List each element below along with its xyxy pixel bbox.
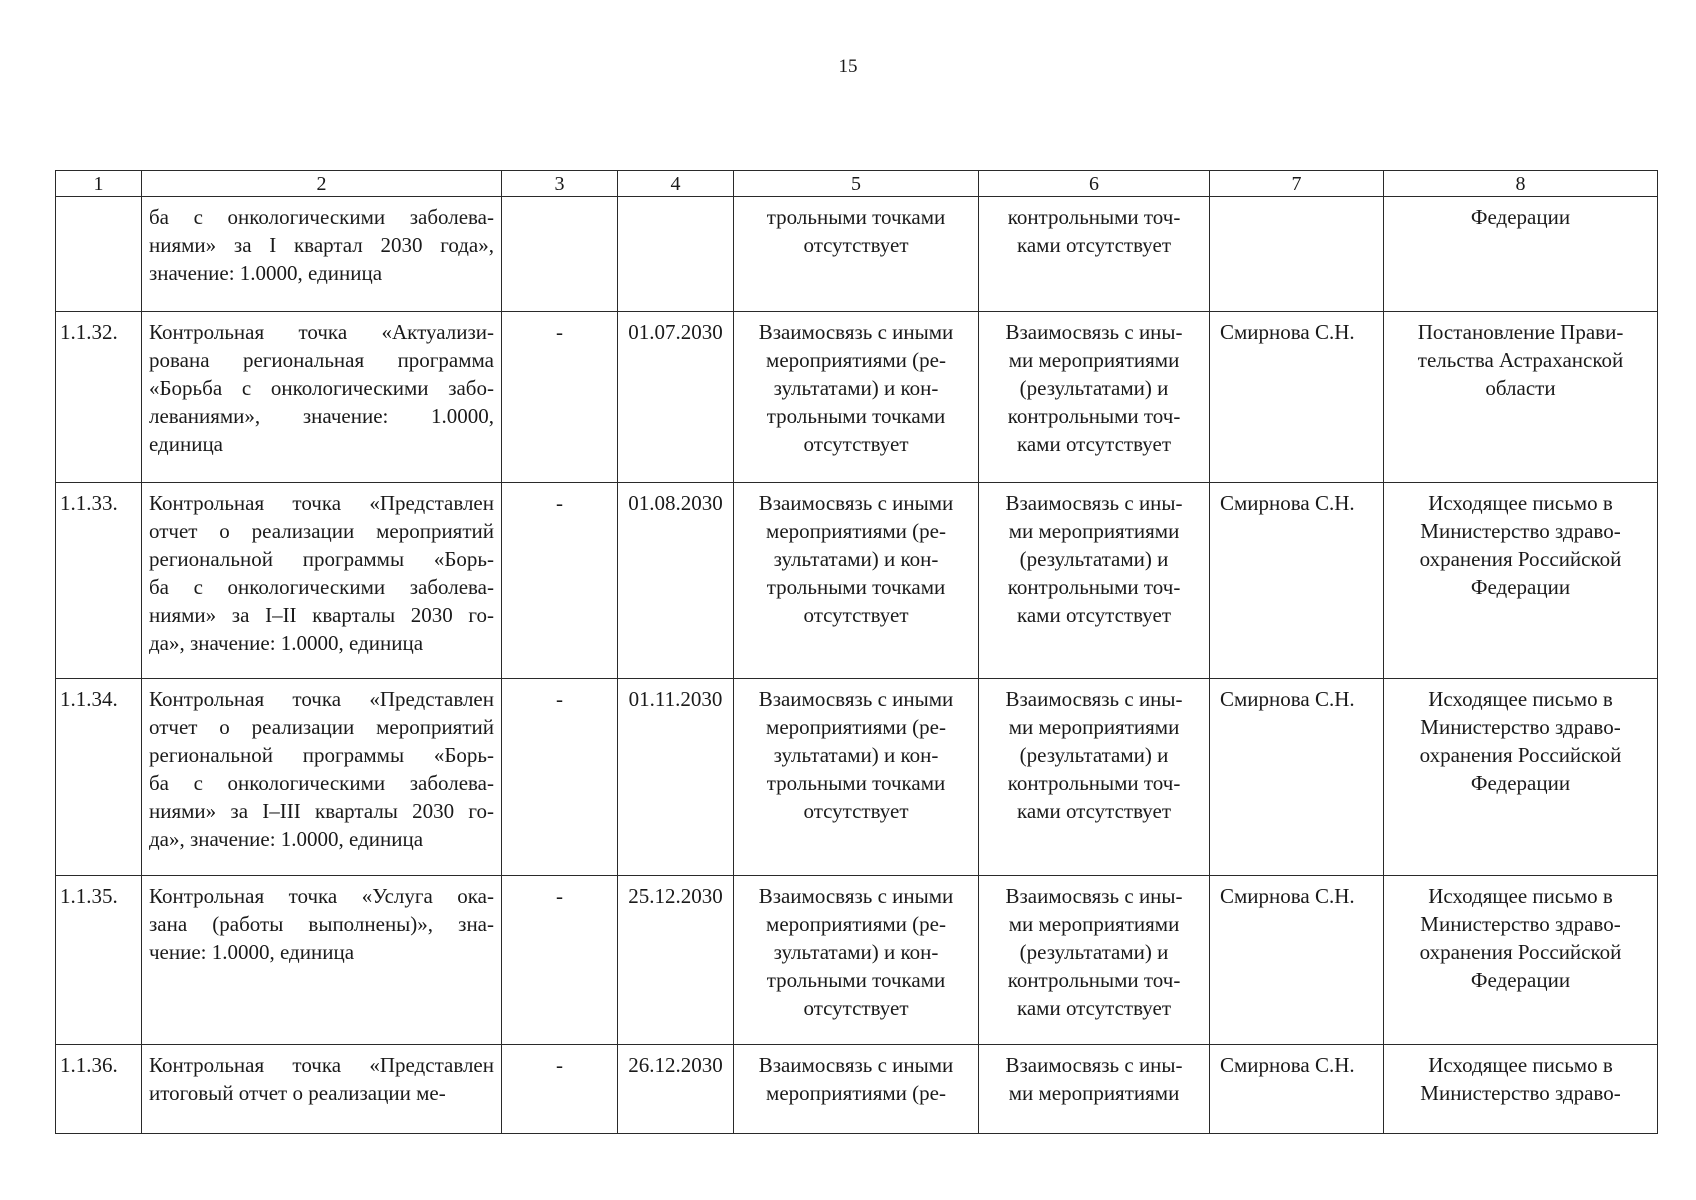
row-number: 1.1.32. <box>56 311 142 482</box>
cell-line: зультатами) и кон- <box>773 375 939 400</box>
cell-line: ми мероприятиями <box>1008 715 1180 740</box>
column-header: 5 <box>734 171 979 197</box>
cell-line: Контрольная точка «Представлен <box>149 1053 494 1078</box>
cell-line: Взаимосвязь с ины- <box>1005 687 1183 712</box>
cell-line: контрольными точ- <box>1007 205 1181 230</box>
column-3-value: - <box>502 311 618 482</box>
cell-line: ками отсутствует <box>1016 799 1172 824</box>
cell-line: трольными точками <box>766 771 946 796</box>
due-date: 01.07.2030 <box>618 311 734 482</box>
cell-line: Исходящее письмо в <box>1428 490 1613 515</box>
cell-line: ми мероприятиями <box>1008 912 1180 937</box>
column-header: 6 <box>979 171 1210 197</box>
cell-line: отсутствует <box>803 799 909 824</box>
table-row <box>56 311 1658 482</box>
row-number <box>56 197 142 311</box>
cell-line: единица <box>149 431 224 456</box>
cell-line: Федерации <box>1470 771 1571 796</box>
responsible-person: Смирнова С.Н. <box>1210 679 1384 876</box>
cell-line: рована региональная программа <box>149 347 494 372</box>
cell-line: трольными точками <box>766 205 946 230</box>
cell-line: да», значение: 1.0000, единица <box>149 630 424 655</box>
cell-line: ба с онкологическими заболева- <box>149 574 494 599</box>
cell-line: мероприятиями (ре- <box>766 1081 946 1106</box>
cell-line: региональной программы «Борь- <box>149 546 494 571</box>
relations-with-control-points <box>979 1045 1210 1134</box>
cell-line: да», значение: 1.0000, единица <box>149 827 424 852</box>
cell-line: зана (работы выполнены)», зна- <box>149 912 494 937</box>
cell-line: леваниями», значение: 1.0000, <box>149 403 494 428</box>
relations-with-control-points <box>979 876 1210 1045</box>
control-point-description <box>142 1045 502 1134</box>
cell-line: мероприятиями (ре- <box>766 518 946 543</box>
table-body <box>56 171 1658 1134</box>
cell-line: (результатами) и <box>1019 375 1169 400</box>
table-row <box>56 679 1658 876</box>
cell-line: контрольными точ- <box>1007 771 1181 796</box>
row-number: 1.1.36. <box>56 1045 142 1134</box>
cell-line: трольными точками <box>766 403 946 428</box>
control-point-description <box>142 679 502 876</box>
cell-line: отчет о реализации мероприятий <box>149 715 494 740</box>
cell-line: зультатами) и кон- <box>773 546 939 571</box>
cell-line: Взаимосвязь с иными <box>758 1053 954 1078</box>
relations-with-control-points <box>979 482 1210 679</box>
column-header: 7 <box>1210 171 1384 197</box>
document-type <box>1384 311 1658 482</box>
control-points-table <box>55 170 1658 1134</box>
cell-line: региональной программы «Борь- <box>149 743 494 768</box>
due-date: 01.08.2030 <box>618 482 734 679</box>
column-3-value: - <box>502 876 618 1045</box>
cell-line: чение: 1.0000, единица <box>149 940 355 965</box>
cell-line: ками отсутствует <box>1016 602 1172 627</box>
control-point-description <box>142 311 502 482</box>
cell-line: Министерство здраво- <box>1420 912 1621 937</box>
page-number: 15 <box>838 56 858 77</box>
relations-with-activities <box>734 679 979 876</box>
document-type <box>1384 876 1658 1045</box>
cell-line: Взаимосвязь с ины- <box>1005 490 1183 515</box>
cell-line: (результатами) и <box>1019 546 1169 571</box>
responsible-person: Смирнова С.Н. <box>1210 876 1384 1045</box>
cell-line: Федерации <box>1470 968 1571 993</box>
cell-line: охранения Российской <box>1419 940 1622 965</box>
cell-line: ниями» за I квартал 2030 года», <box>149 233 494 258</box>
relations-with-control-points <box>979 197 1210 311</box>
relations-with-control-points <box>979 311 1210 482</box>
cell-line: отчет о реализации мероприятий <box>149 518 494 543</box>
due-date: 26.12.2030 <box>618 1045 734 1134</box>
column-3-value: - <box>502 1045 618 1134</box>
row-number: 1.1.34. <box>56 679 142 876</box>
cell-line: ми мероприятиями <box>1008 347 1180 372</box>
responsible-person: Смирнова С.Н. <box>1210 482 1384 679</box>
cell-line: тельства Астраханской <box>1417 347 1624 372</box>
cell-line: Постановление Прави- <box>1417 319 1624 344</box>
cell-line: Контрольная точка «Услуга ока- <box>149 884 494 909</box>
control-point-description <box>142 482 502 679</box>
cell-line: «Борьба с онкологическими забо- <box>149 375 494 400</box>
table-row <box>56 1045 1658 1134</box>
cell-line: Федерации <box>1470 205 1571 230</box>
relations-with-control-points <box>979 679 1210 876</box>
cell-line: ниями» за I–II кварталы 2030 го- <box>149 602 494 627</box>
cell-line: ками отсутствует <box>1016 996 1172 1021</box>
relations-with-activities <box>734 197 979 311</box>
cell-line: мероприятиями (ре- <box>766 912 946 937</box>
cell-line: Взаимосвязь с ины- <box>1005 319 1183 344</box>
cell-line: ба с онкологическими заболева- <box>149 205 494 230</box>
table-row <box>56 482 1658 679</box>
cell-line: контрольными точ- <box>1007 403 1181 428</box>
cell-line: Контрольная точка «Актуализи- <box>149 319 494 344</box>
cell-line: охранения Российской <box>1419 743 1622 768</box>
cell-line: Взаимосвязь с иными <box>758 884 954 909</box>
relations-with-activities <box>734 876 979 1045</box>
cell-line: Контрольная точка «Представлен <box>149 687 494 712</box>
table-row <box>56 197 1658 311</box>
document-type <box>1384 482 1658 679</box>
document-type <box>1384 679 1658 876</box>
document-type <box>1384 1045 1658 1134</box>
cell-line: ками отсутствует <box>1016 431 1172 456</box>
cell-line: мероприятиями (ре- <box>766 347 946 372</box>
due-date: 01.11.2030 <box>618 679 734 876</box>
cell-line: области <box>1485 375 1556 400</box>
column-header: 8 <box>1384 171 1658 197</box>
relations-with-activities <box>734 311 979 482</box>
cell-line: трольными точками <box>766 968 946 993</box>
cell-line: отсутствует <box>803 996 909 1021</box>
cell-line: Министерство здраво- <box>1420 518 1621 543</box>
cell-line: Взаимосвязь с иными <box>758 490 954 515</box>
table-row <box>56 876 1658 1045</box>
cell-line: ниями» за I–III кварталы 2030 го- <box>149 799 494 824</box>
column-header: 2 <box>142 171 502 197</box>
cell-line: Контрольная точка «Представлен <box>149 490 494 515</box>
responsible-person: Смирнова С.Н. <box>1210 1045 1384 1134</box>
cell-line: значение: 1.0000, единица <box>149 261 383 286</box>
due-date: 25.12.2030 <box>618 876 734 1045</box>
cell-line: (результатами) и <box>1019 940 1169 965</box>
cell-line: ми мероприятиями <box>1008 518 1180 543</box>
cell-line: трольными точками <box>766 574 946 599</box>
cell-line: Федерации <box>1470 574 1571 599</box>
column-header: 1 <box>56 171 142 197</box>
control-point-description <box>142 197 502 311</box>
cell-line: Исходящее письмо в <box>1428 884 1613 909</box>
cell-line: Взаимосвязь с иными <box>758 319 954 344</box>
responsible-person: Смирнова С.Н. <box>1210 311 1384 482</box>
cell-line: контрольными точ- <box>1007 968 1181 993</box>
cell-line: отсутствует <box>803 602 909 627</box>
relations-with-activities <box>734 482 979 679</box>
cell-line: ми мероприятиями <box>1008 1081 1180 1106</box>
cell-line: отсутствует <box>803 233 909 258</box>
column-3-value <box>502 197 618 311</box>
cell-line: Исходящее письмо в <box>1428 687 1613 712</box>
cell-line: мероприятиями (ре- <box>766 715 946 740</box>
cell-line: отсутствует <box>803 431 909 456</box>
column-3-value: - <box>502 679 618 876</box>
cell-line: зультатами) и кон- <box>773 743 939 768</box>
column-number-header-row <box>56 171 1658 197</box>
responsible-person <box>1210 197 1384 311</box>
row-number: 1.1.33. <box>56 482 142 679</box>
cell-line: Взаимосвязь с иными <box>758 687 954 712</box>
cell-line: охранения Российской <box>1419 546 1622 571</box>
column-3-value: - <box>502 482 618 679</box>
cell-line: ба с онкологическими заболева- <box>149 771 494 796</box>
control-point-description <box>142 876 502 1045</box>
cell-line: ками отсутствует <box>1016 233 1172 258</box>
cell-line: Взаимосвязь с ины- <box>1005 1053 1183 1078</box>
document-type <box>1384 197 1658 311</box>
cell-line: контрольными точ- <box>1007 574 1181 599</box>
cell-line: Исходящее письмо в <box>1428 1053 1613 1078</box>
cell-line: (результатами) и <box>1019 743 1169 768</box>
due-date <box>618 197 734 311</box>
cell-line: итоговый отчет о реализации ме- <box>149 1081 446 1106</box>
relations-with-activities <box>734 1045 979 1134</box>
cell-line: зультатами) и кон- <box>773 940 939 965</box>
row-number: 1.1.35. <box>56 876 142 1045</box>
cell-line: Министерство здраво- <box>1420 1081 1621 1106</box>
column-header: 3 <box>502 171 618 197</box>
cell-line: Министерство здраво- <box>1420 715 1621 740</box>
column-header: 4 <box>618 171 734 197</box>
cell-line: Взаимосвязь с ины- <box>1005 884 1183 909</box>
